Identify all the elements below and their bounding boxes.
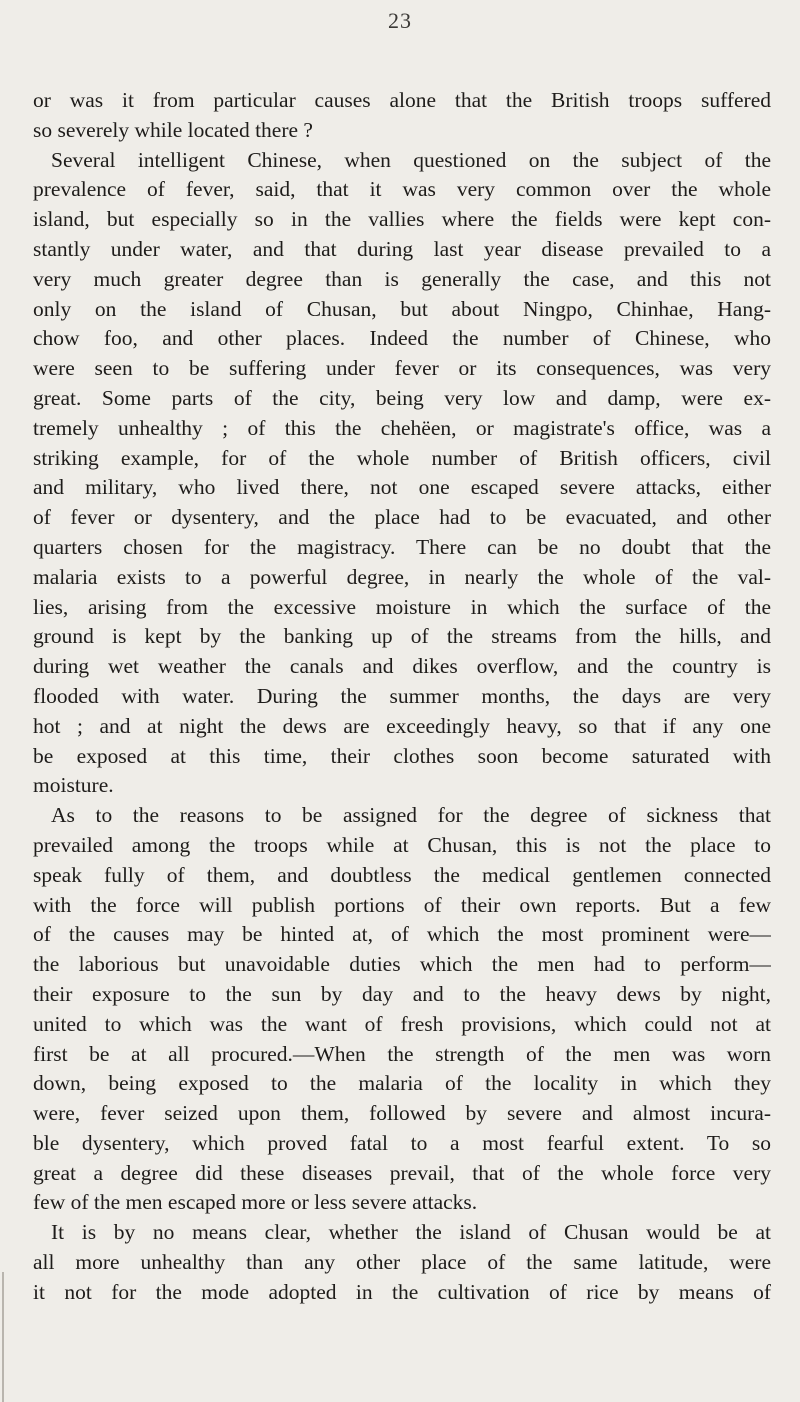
page-number: 23 xyxy=(388,8,412,33)
text-line: very much greater degree than is generally the case, and this not xyxy=(33,266,771,291)
text-line: of fever or dysentery, and the place had to be evacuated, and other xyxy=(33,505,771,530)
text-line: great. Some parts of the city, being very low and damp, were ex- xyxy=(33,385,771,410)
text-line: As to the reasons to be assigned for the degree of sickness that xyxy=(51,803,771,828)
text-line: during wet weather the canals and dikes overflow, and the country is xyxy=(33,654,771,679)
text-line: lies, arising from the excessive moisture in which the surface of the xyxy=(33,594,771,619)
text-line: speak fully of them, and doubtless the medical gentlemen connected xyxy=(33,862,771,887)
text-line: down, being exposed to the malaria of the locality in which they xyxy=(33,1071,771,1096)
text-line: hot ; and at night the dews are exceedingly heavy, so that if any one xyxy=(33,713,771,738)
text-line: quarters chosen for the magistracy. There can be no doubt that the xyxy=(33,534,771,559)
text-line: all more unhealthy than any other place of the same latitude, were xyxy=(33,1250,771,1275)
text-line: few of the men escaped more or less severe attacks. xyxy=(33,1190,478,1215)
text-line: Several intelligent Chinese, when questioned on the subject of the xyxy=(51,147,771,172)
text-line: prevailed among the troops while at Chusan, this is not the place to xyxy=(33,832,771,857)
text-line: so severely while located there ? xyxy=(33,117,313,142)
text-line: with the force will publish portions of their own reports. But a few xyxy=(33,892,771,917)
text-line: first be at all procured.—When the strength of the men was worn xyxy=(33,1041,771,1066)
text-line: of the causes may be hinted at, of which the most prominent were— xyxy=(33,922,771,947)
text-line: island, but especially so in the vallies where the fields were kept con- xyxy=(33,207,771,232)
text-line: united to which was the want of fresh provisions, which could not at xyxy=(33,1011,771,1036)
text-line: It is by no means clear, whether the island of Chusan would be at xyxy=(51,1220,771,1245)
text-line: great a degree did these diseases prevail, that of the whole force very xyxy=(33,1160,771,1185)
text-line: prevalence of fever, said, that it was very common over the whole xyxy=(33,177,771,202)
text-line: and military, who lived there, not one escaped severe attacks, either xyxy=(33,475,771,500)
text-line: tremely unhealthy ; of this the chehëen, or magistrate's office, was a xyxy=(33,415,771,440)
text-line: flooded with water. During the summer months, the days are very xyxy=(33,683,771,708)
text-line: chow foo, and other places. Indeed the number of Chinese, who xyxy=(33,326,771,351)
text-line: were seen to be suffering under fever or its consequences, was very xyxy=(33,356,771,381)
text-line: ground is kept by the banking up of the streams from the hills, and xyxy=(33,624,771,649)
text-line: stantly under water, and that during last year disease prevailed to a xyxy=(33,236,771,261)
text-line: moisture. xyxy=(33,773,114,798)
text-line: striking example, for of the whole number of British officers, civil xyxy=(33,445,771,470)
body-text xyxy=(33,86,771,1308)
scan-edge-line xyxy=(2,1272,4,1402)
text-line: were, fever seized upon them, followed by severe and almost incura- xyxy=(33,1101,771,1126)
text-line: their exposure to the sun by day and to the heavy dews by night, xyxy=(33,981,771,1006)
text-line: malaria exists to a powerful degree, in nearly the whole of the val- xyxy=(33,564,771,589)
text-line: the laborious but unavoidable duties which the men had to perform— xyxy=(33,952,771,977)
text-line: only on the island of Chusan, but about Ningpo, Chinhae, Hang- xyxy=(33,296,771,321)
text-line: or was it from particular causes alone that the British troops suffered xyxy=(33,88,771,112)
text-line: ble dysentery, which proved fatal to a most fearful extent. To so xyxy=(33,1130,771,1155)
text-line: be exposed at this time, their clothes soon become saturated with xyxy=(33,743,771,768)
text-line: it not for the mode adopted in the cultivation of rice by means of xyxy=(33,1279,771,1304)
